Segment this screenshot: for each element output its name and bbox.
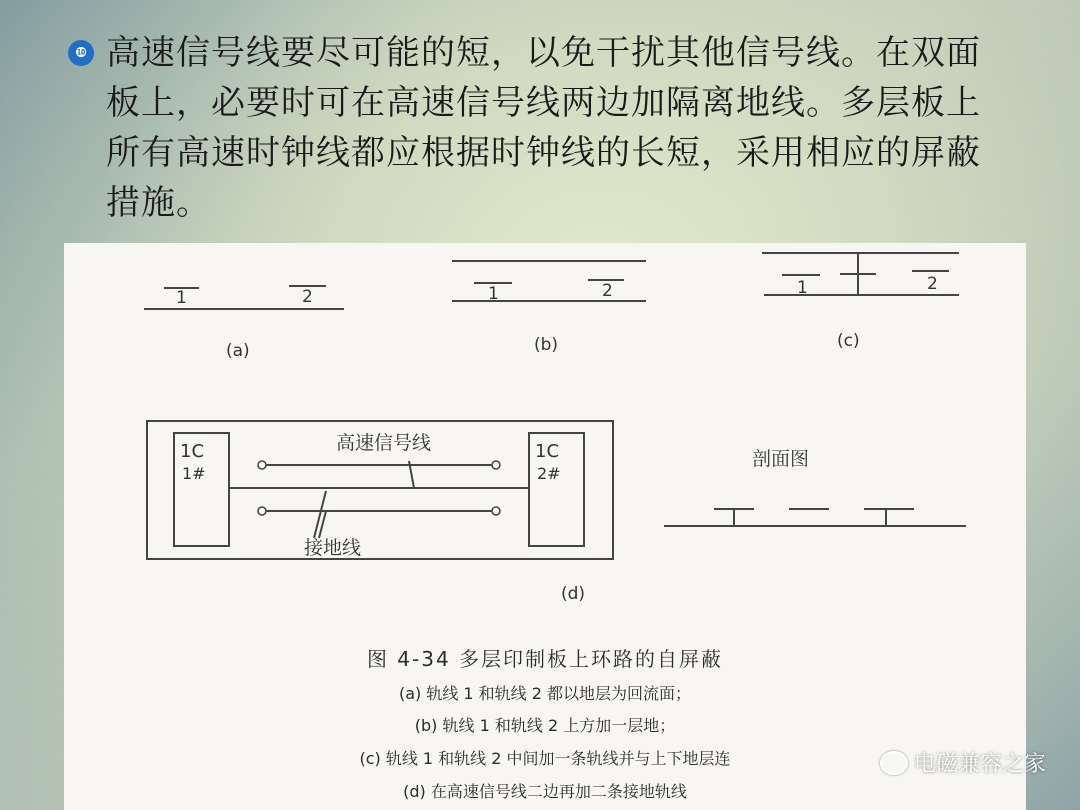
ic-right-number: 2# [537, 464, 561, 483]
figure-caption-line-d: (d) 在高速信号线二边再加二条接地轨线 [403, 782, 687, 801]
watermark-text: 电磁兼容之家 [913, 752, 1046, 777]
diagram-b-caption: (b) [534, 335, 559, 355]
ic-left-number: 1# [182, 464, 206, 483]
figure-scan [64, 243, 1026, 810]
diagram-a-label-2: 2 [302, 287, 313, 307]
diagram-a-caption: (a) [226, 341, 250, 361]
diagram-b-label-2: 2 [602, 281, 613, 301]
figure-caption-line-c: (c) 轨线 1 和轨线 2 中间加一条轨线并与上下地层连 [359, 749, 731, 768]
figure-caption-line-b: (b) 轨线 1 和轨线 2 上方加一层地； [414, 716, 676, 735]
numbered-bullet-icon: ❿ [68, 40, 94, 66]
figure-caption-title: 图 4-34 多层印制板上环路的自屏蔽 [366, 647, 724, 671]
bullet-text: 高速信号线要尽可能的短，以免干扰其他信号线。在双面板上，必要时可在高速信号线两边加隔离地线。多层板上所有高速时钟线都应根据时钟线的长短，采用相应的屏蔽措施。 [106, 33, 981, 223]
diagram-c-label-1: 1 [797, 278, 808, 298]
diagram-d-pad [258, 507, 266, 515]
ic-left-name: 1C [180, 441, 205, 462]
signal-line-label: 高速信号线 [336, 432, 432, 454]
diagram-c-caption: (c) [837, 331, 860, 351]
diagram-d-pad [492, 507, 500, 515]
ic-right-name: 1C [535, 441, 560, 462]
diagram-d-pad [258, 461, 266, 469]
diagram-d-pad [492, 461, 500, 469]
diagram-c-label-2: 2 [927, 274, 938, 294]
section-view-label: 剖面图 [752, 448, 810, 470]
watermark [880, 747, 1046, 778]
figure-caption-line-a: (a) 轨线 1 和轨线 2 都以地层为回流面； [398, 684, 692, 703]
diagram-a-label-1: 1 [176, 288, 187, 308]
diagram-b-label-1: 1 [488, 284, 499, 304]
wechat-icon [880, 751, 908, 775]
ground-line-label: 接地线 [304, 537, 362, 559]
diagram-d-caption: (d) [561, 584, 586, 604]
